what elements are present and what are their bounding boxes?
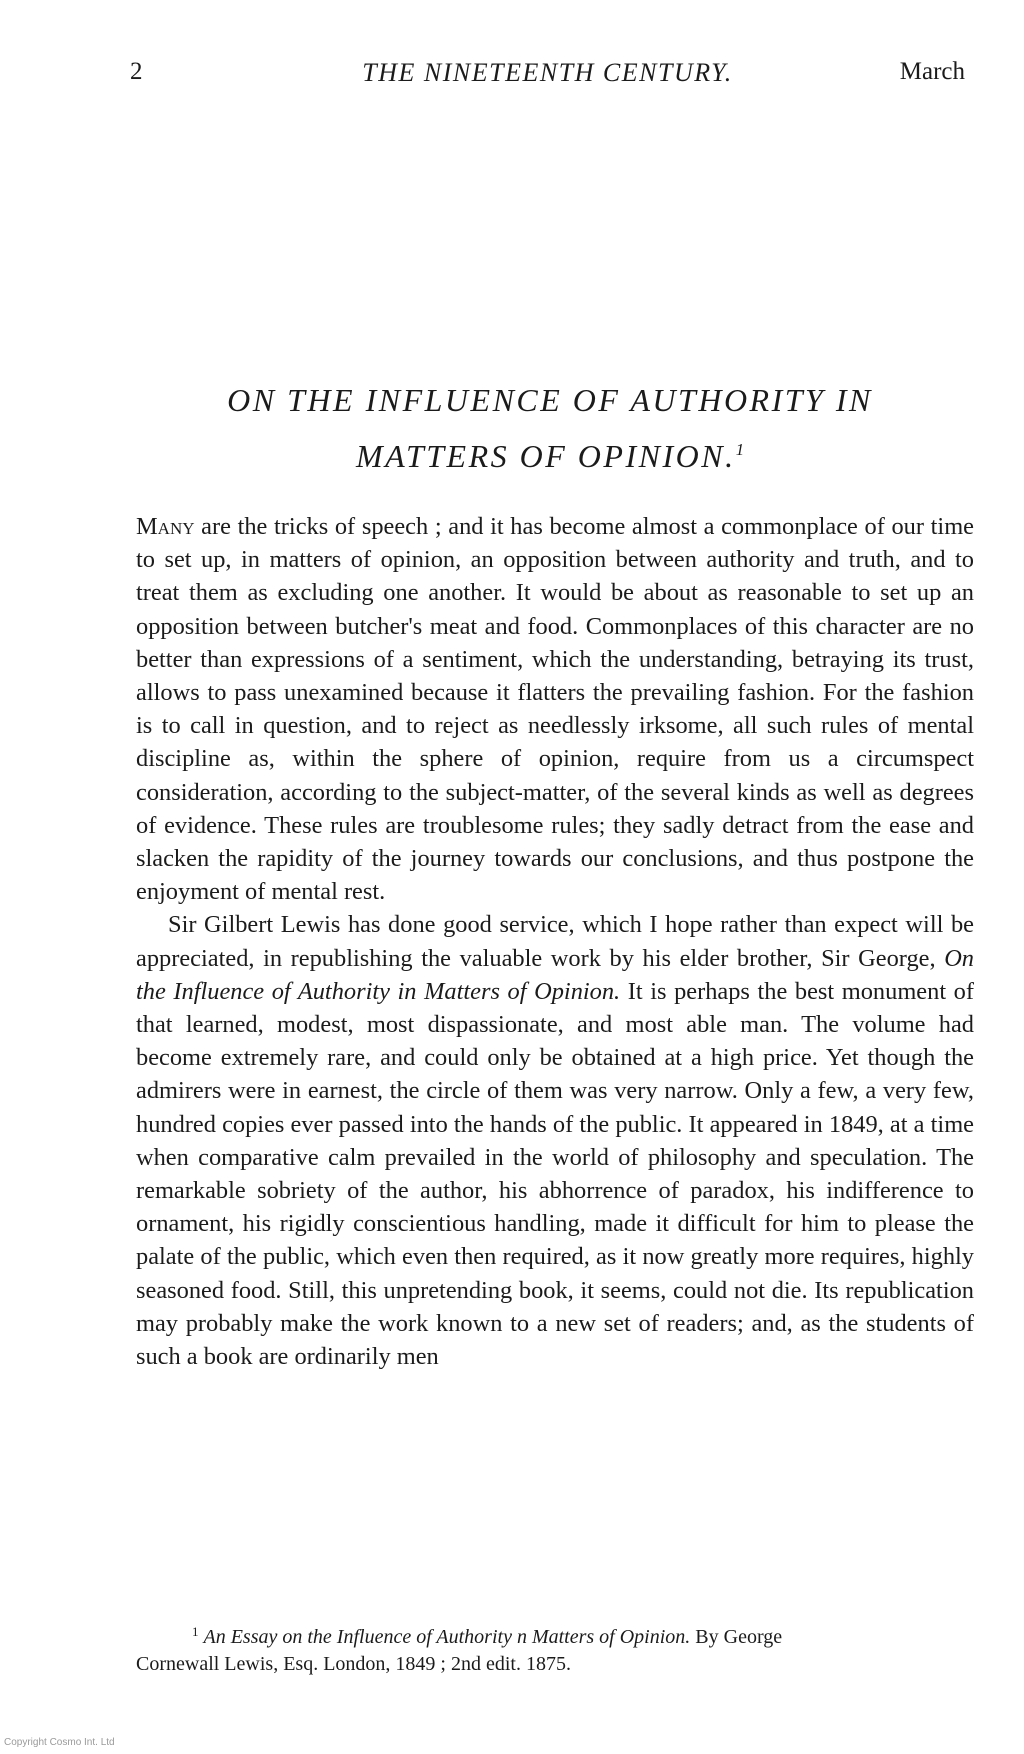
footnote [136,1618,974,1678]
copyright-watermark: Copyright Cosmo Int. Ltd [4,1737,115,1748]
running-head [130,58,965,98]
article-title [120,375,980,481]
title-line-2 [120,425,980,481]
title-line-1: ON THE INFLUENCE OF AUTHORITY IN [227,382,873,418]
article-body [136,510,974,1373]
paragraph-2 [136,908,974,1373]
journal-title: THE NINETEENTH CENTURY. [362,58,733,87]
footnote-book-title: An Essay on the Influence of Authority n Matters of Opinion. [203,1626,691,1648]
footnote-mark: 1 [192,1624,199,1639]
paragraph-1 [136,510,974,908]
paragraph-2-text-rest: It is perhaps the best monument of that learned, modest, most dispassionate, and most able man. The volume had become extremely rare, and could only be obtained at a high price. Yet though the admirers were in earnest, the circle of them was very narrow. Only a few, a very few, hundred copies ever passed into the hands of the public. It appeared in 1849, at a time when comparative calm prevailed in the world of philosophy and speculation. The remarkable sobriety of the author, his abhorrence of paradox, his indifference to ornament, his rigidly conscientious handling, made it difficult for him to please the palate of the public, which even then required, as it now greatly more requires, highly seasoned food. Still, this unpretending book, it seems, could not die. Its republication may probably make the work known to a new set of readers; and, as the students of such a book are ordinarily men [136,977,974,1371]
page-number: 2 [130,58,143,85]
footnote-author-start: By George [690,1626,783,1648]
issue-month: March [899,58,965,85]
paragraph-1-lead: Many [136,513,195,540]
footnote-line-1 [136,1618,974,1651]
footnote-line-2: Cornewall Lewis, Esq. London, 1849 ; 2nd edit. 1875. [136,1653,571,1675]
title-footnote-mark: 1 [735,440,745,459]
title-line-2-text: MATTERS OF OPINION. [355,438,736,474]
paragraph-1-text: are the tricks of speech ; and it has become almost a commonplace of our time to set up, in matters of opinion, an opposition between authority and truth, and to treat them as excluding one another. It would be about as reasonable to set up an opposition between butcher's meat and food. Commonplaces of this character are no better than expressions of a sentiment, which the understanding, betraying its trust, allows to pass unexamined because it flatters the prevailing fashion. For the fashion is to call in question, and to reject as needlessly irksome, all such rules of mental discipline as, within the sphere of opinion, require from us a circumspect consideration, according to the subject-matter, of the several kinds as well as degrees of evidence. These rules are troublesome rules; they sadly detract from the ease and slacken the rapidity of the journey towards our conclusions, and thus postpone the enjoyment of mental rest. [136,513,974,906]
paragraph-2-text-start: Sir Gilbert Lewis has done good service, which I hope rather than expect will be appreciated, in republishing the valuable work by his elder brother, Sir George, [136,911,974,972]
book-title-reference: On the Influence of Authority in Matters of Opinion. [136,944,974,1005]
